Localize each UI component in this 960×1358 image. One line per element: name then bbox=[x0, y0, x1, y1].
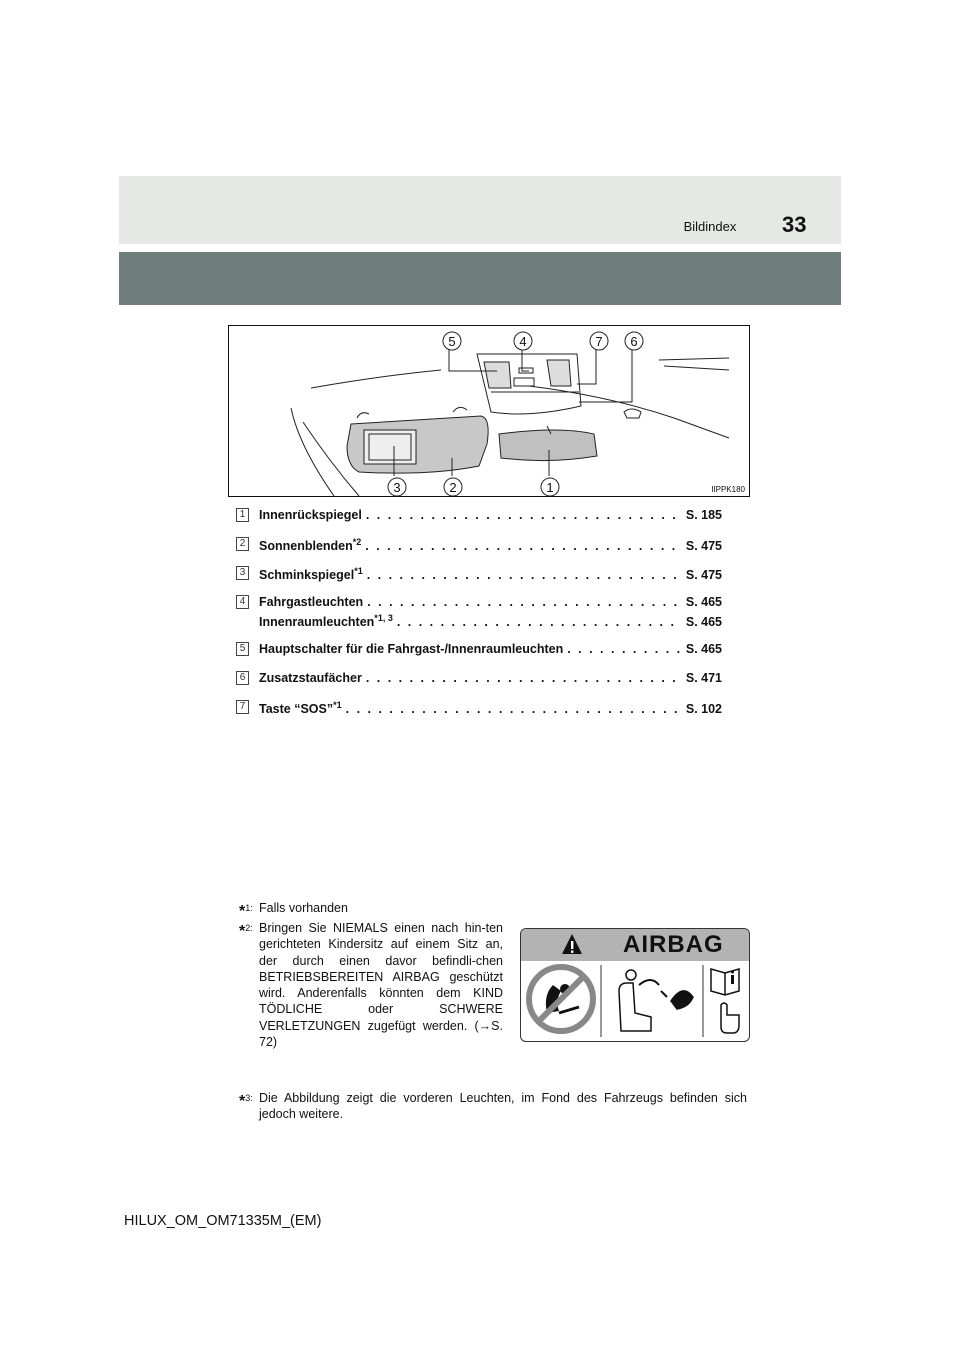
footnote-marker: *$^{2:}$ bbox=[239, 923, 253, 941]
item-page-ref[interactable]: S. 465 bbox=[685, 642, 722, 656]
list-item bbox=[236, 671, 722, 689]
illustration-code: IIPPK180 bbox=[711, 485, 745, 494]
leader-dots bbox=[567, 642, 682, 656]
footnote-marker: *$^{3:}$ bbox=[239, 1093, 253, 1111]
item-number: 5 bbox=[236, 642, 249, 656]
header-bar bbox=[119, 252, 841, 305]
leader-dots bbox=[365, 539, 682, 553]
item-label: Innenrückspiegel bbox=[259, 508, 362, 522]
footnote-3 bbox=[239, 1090, 747, 1123]
footnote-2 bbox=[239, 920, 503, 1050]
leader-dots bbox=[366, 508, 682, 522]
svg-text:7: 7 bbox=[595, 334, 603, 349]
leader-dots bbox=[346, 702, 682, 716]
item-number: 1 bbox=[236, 508, 249, 522]
svg-text:5: 5 bbox=[448, 334, 456, 349]
svg-text:1: 1 bbox=[546, 480, 554, 495]
svg-text:2: 2 bbox=[449, 480, 457, 495]
item-number: 6 bbox=[236, 671, 249, 685]
list-item bbox=[236, 537, 722, 555]
list-item bbox=[236, 508, 722, 526]
section-title: Bildindex bbox=[683, 219, 737, 234]
item-page-ref[interactable]: S. 465 bbox=[685, 595, 722, 609]
footnote-text: Bringen Sie NIEMALS einen nach hin-ten gerichteten Kindersitz auf einem Sitz an, der durch einen davor befindli-chen BETRIEBSBEREITEN AIRBAG geschützt wird. Anderenfalls könnten dem KIND TÖDLICHE oder SCHWERE VERLETZUNGEN zugefügt werden. (→S. 72) bbox=[259, 921, 503, 1050]
svg-text:6: 6 bbox=[630, 334, 638, 349]
footnote-text: Falls vorhanden bbox=[259, 901, 348, 915]
item-page-ref[interactable]: S. 185 bbox=[685, 508, 722, 522]
leader-dots bbox=[366, 671, 682, 685]
item-page-ref[interactable]: S. 475 bbox=[685, 539, 722, 554]
item-label: Zusatzstaufächer bbox=[259, 671, 362, 685]
item-label: Hauptschalter für die Fahrgast-/Innenraumleuchten bbox=[259, 642, 564, 656]
list-item bbox=[236, 595, 722, 631]
item-label: Sonnenblenden$^{*2}$ bbox=[259, 537, 362, 554]
warning-triangle-icon bbox=[561, 933, 583, 955]
list-item bbox=[236, 700, 722, 718]
item-number: 7 bbox=[236, 700, 249, 714]
footnote-text: Die Abbildung zeigt die vorderen Leuchten, im Fond des Fahrzeugs befinden sich jedoch weitere. bbox=[259, 1091, 747, 1122]
airbag-warning-label bbox=[520, 928, 750, 1042]
footnote-1 bbox=[239, 900, 539, 921]
no-rear-facing-child-seat-icon bbox=[529, 967, 593, 1031]
list-item bbox=[236, 566, 722, 584]
document-code: HILUX_OM_OM71335M_(EM) bbox=[124, 1213, 322, 1229]
item-number: 4 bbox=[236, 595, 249, 609]
item-page-ref[interactable]: S. 465 bbox=[685, 615, 722, 630]
leader-dots bbox=[367, 595, 682, 609]
page-number: 33 bbox=[782, 212, 807, 237]
overhead-console-illustration bbox=[228, 325, 750, 497]
leader-dots bbox=[397, 615, 682, 629]
item-number: 2 bbox=[236, 537, 249, 551]
item-page-ref[interactable]: S. 102 bbox=[685, 702, 722, 717]
illustration-drawing bbox=[229, 326, 749, 496]
svg-text:4: 4 bbox=[519, 334, 527, 349]
item-page-ref[interactable]: S. 475 bbox=[685, 568, 722, 583]
front-airbag-seat-icon bbox=[619, 970, 693, 1031]
airbag-title: AIRBAG bbox=[623, 931, 724, 958]
svg-text:3: 3 bbox=[393, 480, 401, 495]
manual-book-icon bbox=[711, 969, 739, 1033]
leader-dots bbox=[367, 568, 682, 582]
item-label: Innenraumleuchten$^{*1, 3}$ bbox=[259, 613, 393, 630]
list-item bbox=[236, 642, 722, 660]
item-label: Schminkspiegel$^{*1}$ bbox=[259, 566, 363, 583]
footnote-marker: *$^{1:}$ bbox=[239, 903, 253, 921]
item-number: 3 bbox=[236, 566, 249, 580]
item-label: Fahrgastleuchten bbox=[259, 595, 364, 609]
item-label: Taste “SOS”$^{*1}$ bbox=[259, 700, 342, 717]
component-list bbox=[236, 508, 722, 729]
item-page-ref[interactable]: S. 471 bbox=[685, 671, 722, 685]
